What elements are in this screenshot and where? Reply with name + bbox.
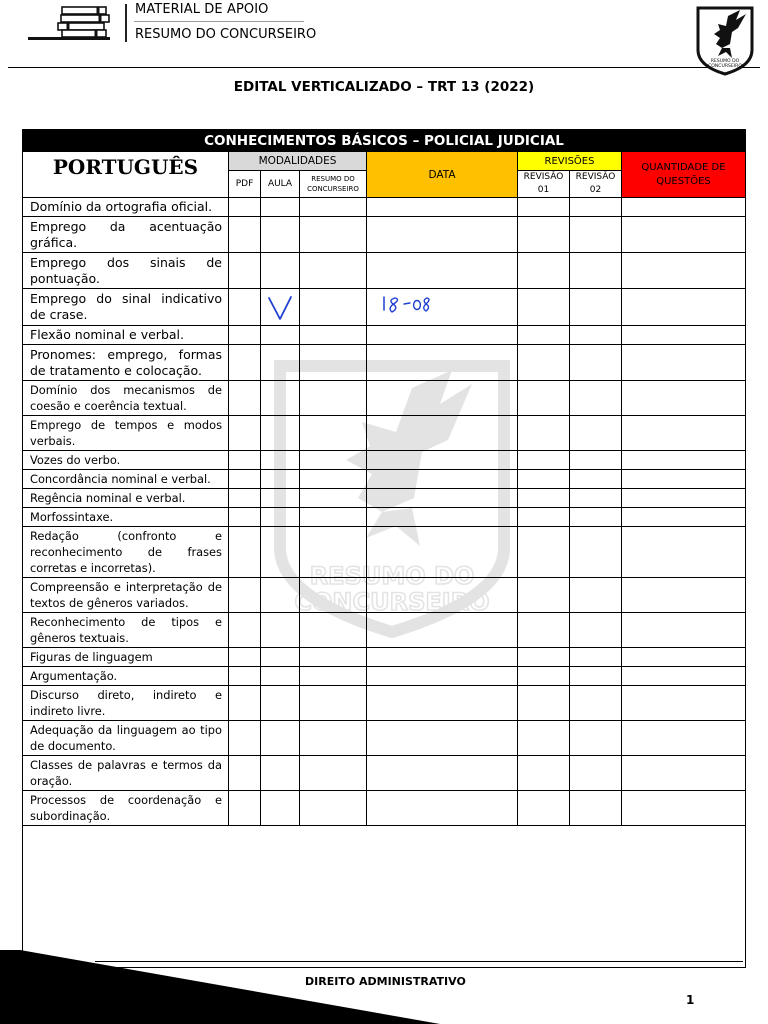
table-row	[23, 648, 746, 667]
quantidade-cell[interactable]	[622, 381, 746, 416]
pdf-cell[interactable]	[229, 345, 261, 381]
data-cell[interactable]	[367, 508, 518, 527]
aula-cell[interactable]	[261, 198, 300, 217]
quantidade-cell[interactable]	[622, 416, 746, 451]
table-row	[23, 613, 746, 648]
data-cell[interactable]	[367, 217, 518, 253]
quantidade-cell[interactable]	[622, 470, 746, 489]
data-cell[interactable]	[367, 451, 518, 470]
pdf-cell[interactable]	[229, 667, 261, 686]
aula-cell[interactable]	[261, 578, 300, 613]
quantidade-cell[interactable]	[622, 217, 746, 253]
aula-cell[interactable]	[261, 648, 300, 667]
quantidade-cell[interactable]	[622, 527, 746, 578]
revisao-01-cell[interactable]	[518, 527, 570, 578]
revisao-02-cell[interactable]	[570, 326, 622, 345]
revisao-02-cell[interactable]	[570, 721, 622, 756]
svg-text:RESUMO DO: RESUMO DO	[710, 59, 740, 64]
resumo-cell[interactable]	[300, 451, 367, 470]
revisao-01-cell[interactable]	[518, 791, 570, 826]
table-row	[23, 527, 746, 578]
revisao-01-header: REVISÃO 01	[518, 171, 570, 198]
table-row	[23, 345, 746, 381]
revisao-02-cell[interactable]	[570, 648, 622, 667]
revisao-02-cell[interactable]	[570, 508, 622, 527]
pdf-cell[interactable]	[229, 416, 261, 451]
aula-cell[interactable]	[261, 613, 300, 648]
table-row	[23, 756, 746, 791]
resumo-cell[interactable]	[300, 527, 367, 578]
resumo-cell[interactable]	[300, 578, 367, 613]
header-rule	[134, 21, 304, 22]
pdf-cell[interactable]	[229, 217, 261, 253]
aula-header: AULA	[261, 171, 300, 198]
data-cell[interactable]	[367, 489, 518, 508]
aula-cell[interactable]	[261, 667, 300, 686]
resumo-cell[interactable]	[300, 470, 367, 489]
svg-text:CONCURSEIRO: CONCURSEIRO	[294, 588, 490, 616]
quantidade-cell[interactable]	[622, 578, 746, 613]
data-cell[interactable]	[367, 791, 518, 826]
data-cell[interactable]	[367, 686, 518, 721]
page-number: 1	[686, 993, 695, 1007]
table-row	[23, 451, 746, 470]
resumo-cell[interactable]	[300, 721, 367, 756]
resumo-cell[interactable]	[300, 489, 367, 508]
revisao-01-cell[interactable]	[518, 470, 570, 489]
data-cell[interactable]	[367, 345, 518, 381]
header-material-label: MATERIAL DE APOIO	[135, 2, 269, 17]
pdf-cell[interactable]	[229, 381, 261, 416]
resumo-cell[interactable]	[300, 791, 367, 826]
resumo-cell[interactable]	[300, 326, 367, 345]
revisoes-header: REVISÕES	[518, 152, 622, 171]
pdf-cell[interactable]	[229, 198, 261, 217]
pdf-cell[interactable]	[229, 648, 261, 667]
quantidade-cell[interactable]	[622, 289, 746, 326]
topic-label: Domínio da ortografia oficial.	[23, 198, 229, 217]
pdf-cell[interactable]	[229, 791, 261, 826]
data-cell[interactable]	[367, 416, 518, 451]
topic-label: Discurso direto, indireto e indireto livre.	[23, 686, 229, 721]
aula-cell[interactable]	[261, 416, 300, 451]
header-brand-label: RESUMO DO CONCURSEIRO	[135, 27, 317, 42]
data-cell[interactable]	[367, 578, 518, 613]
aula-cell[interactable]	[261, 791, 300, 826]
revisao-01-cell[interactable]	[518, 667, 570, 686]
resumo-cell[interactable]	[300, 508, 367, 527]
aula-cell[interactable]	[261, 217, 300, 253]
table-row	[23, 489, 746, 508]
table-row	[23, 217, 746, 253]
quantidade-cell[interactable]	[622, 721, 746, 756]
aula-cell[interactable]	[261, 253, 300, 289]
revisao-01-cell[interactable]	[518, 253, 570, 289]
quantidade-cell[interactable]	[622, 253, 746, 289]
topic-label: Classes de palavras e termos da oração.	[23, 756, 229, 791]
pdf-cell[interactable]	[229, 470, 261, 489]
pdf-cell[interactable]	[229, 527, 261, 578]
resumo-cell[interactable]	[300, 613, 367, 648]
topic-label: Regência nominal e verbal.	[23, 489, 229, 508]
revisao-01-cell[interactable]	[518, 756, 570, 791]
document-title: EDITAL VERTICALIZADO – TRT 13 (2022)	[233, 79, 535, 95]
pdf-cell[interactable]	[229, 578, 261, 613]
quantidade-cell[interactable]	[622, 791, 746, 826]
revisao-02-cell[interactable]	[570, 613, 622, 648]
revisao-02-cell[interactable]	[570, 381, 622, 416]
aula-cell[interactable]	[261, 508, 300, 527]
revisao-01-cell[interactable]	[518, 721, 570, 756]
topic-label: Emprego da acentuação gráfica.	[23, 217, 229, 253]
data-cell[interactable]	[367, 198, 518, 217]
header-separator	[8, 67, 760, 68]
topic-label: Redação (confronto e reconhecimento de frases corretas e incorretas).	[23, 527, 229, 578]
aula-cell[interactable]	[261, 756, 300, 791]
pdf-cell[interactable]	[229, 756, 261, 791]
footer-title: DIREITO ADMINISTRATIVO	[305, 975, 466, 988]
topic-label: Figuras de linguagem	[23, 648, 229, 667]
data-header: DATA	[367, 152, 518, 198]
revisao-02-cell[interactable]	[570, 253, 622, 289]
topic-label: Flexão nominal e verbal.	[23, 326, 229, 345]
pdf-cell[interactable]	[229, 489, 261, 508]
table-row	[23, 686, 746, 721]
revisao-02-cell[interactable]	[570, 686, 622, 721]
topic-label: Emprego do sinal indicativo de crase.	[23, 289, 229, 326]
aula-cell[interactable]	[261, 326, 300, 345]
quantidade-cell[interactable]	[622, 326, 746, 345]
revisao-02-cell[interactable]	[570, 345, 622, 381]
quantidade-cell[interactable]	[622, 613, 746, 648]
quantidade-cell[interactable]	[622, 345, 746, 381]
pdf-header: PDF	[229, 171, 261, 198]
resumo-cell[interactable]	[300, 667, 367, 686]
table-row	[23, 289, 746, 326]
revisao-01-cell[interactable]	[518, 613, 570, 648]
svg-text:CONCURSEIRO: CONCURSEIRO	[707, 64, 743, 69]
revisao-02-cell[interactable]	[570, 527, 622, 578]
quantidade-cell[interactable]	[622, 648, 746, 667]
topic-label: Adequação da linguagem ao tipo de documento.	[23, 721, 229, 756]
pdf-cell[interactable]	[229, 721, 261, 756]
revisao-01-cell[interactable]	[518, 451, 570, 470]
pdf-cell[interactable]	[229, 289, 261, 326]
eagle-logo-icon	[694, 4, 756, 76]
table-row	[23, 198, 746, 217]
books-icon	[28, 4, 110, 40]
data-cell[interactable]	[367, 381, 518, 416]
quantidade-cell[interactable]	[622, 489, 746, 508]
table-row	[23, 416, 746, 451]
aula-cell[interactable]	[261, 527, 300, 578]
data-cell[interactable]	[367, 613, 518, 648]
table-row	[23, 667, 746, 686]
table-row	[23, 508, 746, 527]
data-cell[interactable]	[367, 721, 518, 756]
revisao-01-cell[interactable]	[518, 508, 570, 527]
data-cell[interactable]	[367, 756, 518, 791]
revisao-02-header: REVISÃO 02	[570, 171, 622, 198]
resumo-cell[interactable]	[300, 686, 367, 721]
revisao-02-cell[interactable]	[570, 489, 622, 508]
resumo-cell[interactable]	[300, 289, 367, 326]
pdf-cell[interactable]	[229, 686, 261, 721]
resumo-cell[interactable]	[300, 648, 367, 667]
revisao-02-cell[interactable]	[570, 791, 622, 826]
topic-label: Reconhecimento de tipos e gêneros textuais.	[23, 613, 229, 648]
revisao-02-cell[interactable]	[570, 451, 622, 470]
resumo-cell[interactable]	[300, 756, 367, 791]
data-cell[interactable]	[367, 470, 518, 489]
revisao-01-cell[interactable]	[518, 489, 570, 508]
revisao-01-cell[interactable]	[518, 289, 570, 326]
data-cell[interactable]	[367, 253, 518, 289]
handwritten-check-mark	[261, 290, 299, 324]
resumo-header: RESUMO DO CONCURSEIRO	[300, 171, 367, 198]
quantidade-cell[interactable]	[622, 756, 746, 791]
aula-cell[interactable]	[261, 289, 300, 326]
aula-cell[interactable]	[261, 451, 300, 470]
subject-title: PORTUGUÊS	[23, 152, 229, 198]
resumo-cell[interactable]	[300, 253, 367, 289]
table-row	[23, 253, 746, 289]
table-row	[23, 578, 746, 613]
revisao-02-cell[interactable]	[570, 198, 622, 217]
data-cell[interactable]	[367, 289, 518, 326]
resumo-cell[interactable]	[300, 198, 367, 217]
pdf-cell[interactable]	[229, 451, 261, 470]
quantidade-cell[interactable]	[622, 451, 746, 470]
quantidade-header: QUANTIDADE DE QUESTÕES	[622, 152, 746, 198]
topic-label: Argumentação.	[23, 667, 229, 686]
topic-label: Pronomes: emprego, formas de tratamento e colocação.	[23, 345, 229, 381]
footer-rule	[95, 961, 743, 962]
table-row	[23, 326, 746, 345]
pdf-cell[interactable]	[229, 508, 261, 527]
aula-cell[interactable]	[261, 345, 300, 381]
data-cell[interactable]	[367, 648, 518, 667]
aula-cell[interactable]	[261, 686, 300, 721]
topic-label: Vozes do verbo.	[23, 451, 229, 470]
pdf-cell[interactable]	[229, 613, 261, 648]
resumo-cell[interactable]	[300, 345, 367, 381]
revisao-01-cell[interactable]	[518, 381, 570, 416]
aula-cell[interactable]	[261, 381, 300, 416]
revisao-01-cell[interactable]	[518, 648, 570, 667]
modalidades-header: MODALIDADES	[229, 152, 367, 171]
revisao-01-cell[interactable]	[518, 326, 570, 345]
revisao-01-cell[interactable]	[518, 345, 570, 381]
revisao-02-cell[interactable]	[570, 756, 622, 791]
syllabus-table	[22, 129, 746, 968]
table-row	[23, 721, 746, 756]
aula-cell[interactable]	[261, 489, 300, 508]
pdf-cell[interactable]	[229, 326, 261, 345]
quantidade-cell[interactable]	[622, 686, 746, 721]
resumo-cell[interactable]	[300, 217, 367, 253]
revisao-02-cell[interactable]	[570, 217, 622, 253]
quantidade-cell[interactable]	[622, 667, 746, 686]
revisao-01-cell[interactable]	[518, 416, 570, 451]
table-row	[23, 470, 746, 489]
revisao-01-cell[interactable]	[518, 217, 570, 253]
revisao-01-cell[interactable]	[518, 198, 570, 217]
resumo-cell[interactable]	[300, 381, 367, 416]
table-row	[23, 791, 746, 826]
data-cell[interactable]	[367, 667, 518, 686]
table-row	[23, 381, 746, 416]
revisao-02-cell[interactable]	[570, 416, 622, 451]
revisao-02-cell[interactable]	[570, 578, 622, 613]
data-cell[interactable]	[367, 527, 518, 578]
topic-label: Concordância nominal e verbal.	[23, 470, 229, 489]
aula-cell[interactable]	[261, 470, 300, 489]
header-divider	[125, 4, 127, 42]
quantidade-cell[interactable]	[622, 508, 746, 527]
aula-cell[interactable]	[261, 721, 300, 756]
topic-label: Domínio dos mecanismos de coesão e coerência textual.	[23, 381, 229, 416]
svg-text:RESUMO DO: RESUMO DO	[309, 562, 475, 590]
table-banner: CONHECIMENTOS BÁSICOS – POLICIAL JUDICIAL	[23, 130, 746, 152]
resumo-cell[interactable]	[300, 416, 367, 451]
topic-label: Emprego de tempos e modos verbais.	[23, 416, 229, 451]
topic-label: Compreensão e interpretação de textos de gêneros variados.	[23, 578, 229, 613]
revisao-02-cell[interactable]	[570, 667, 622, 686]
handwritten-date	[373, 290, 433, 324]
revisao-01-cell[interactable]	[518, 578, 570, 613]
revisao-01-cell[interactable]	[518, 686, 570, 721]
data-cell[interactable]	[367, 326, 518, 345]
topic-label: Processos de coordenação e subordinação.	[23, 791, 229, 826]
revisao-02-cell[interactable]	[570, 470, 622, 489]
pdf-cell[interactable]	[229, 253, 261, 289]
topic-label: Morfossintaxe.	[23, 508, 229, 527]
revisao-02-cell[interactable]	[570, 289, 622, 326]
topic-label: Emprego dos sinais de pontuação.	[23, 253, 229, 289]
quantidade-cell[interactable]	[622, 198, 746, 217]
